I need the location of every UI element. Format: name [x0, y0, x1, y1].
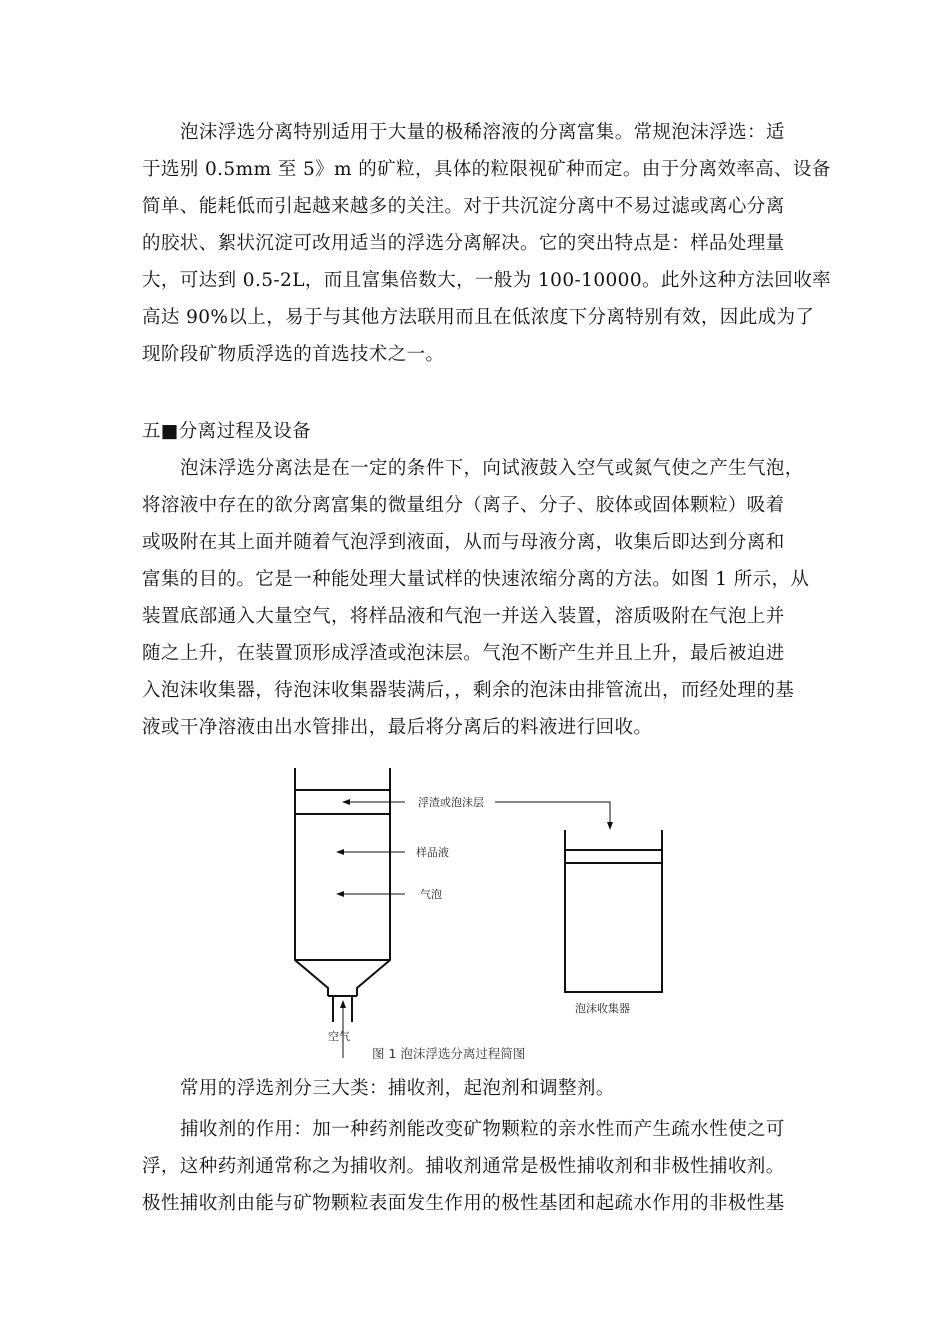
para2-line: 将溶液中存在的欲分离富集的微量组分（离子、分子、胶体或固体颗粒）吸着 — [142, 495, 785, 516]
label-foam: 浮渣或泡沫层 — [418, 796, 484, 809]
collector-outline — [565, 830, 662, 992]
para3-line: 捕收剂的作用：加一种药剂能改变矿物颗粒的亲水性而产生疏水性使之可 — [180, 1119, 785, 1140]
para3-line: 极性捕收剂由能与矿物颗粒表面发生作用的极性基团和起疏水作用的非极性基 — [142, 1193, 785, 1214]
para1-line: 现阶段矿物质浮选的首选技术之一。 — [142, 344, 445, 365]
para3-line: 常用的浮选剂分三大类：捕收剂，起泡剂和调整剂。 — [180, 1078, 615, 1099]
para1-line: 于选别 0.5mm 至 5》m 的矿粒，具体的粒限视矿种而定。由于分离效率高、设备 — [142, 159, 831, 180]
label-bubble: 气泡 — [420, 888, 442, 901]
para2-line: 或吸附在其上面并随着气泡浮到液面，从而与母液分离，收集后即达到分离和 — [142, 532, 785, 553]
para1-line: 简单、能耗低而引起越来越多的关注。对于共沉淀分离中不易过滤或离心分离 — [142, 196, 785, 217]
air-arrowhead — [340, 1000, 346, 1008]
para2-line: 富集的目的。它是一种能处理大量试样的快速浓缩分离的方法。如图 1 所示，从 — [142, 569, 810, 590]
label-air: 空气 — [328, 1030, 350, 1043]
bubble-arrowhead — [336, 891, 344, 897]
para1-line: 泡沫浮选分离特别适用于大量的极稀溶液的分离富集。常规泡沫浮选：适 — [180, 122, 785, 143]
para3-line: 浮，这种药剂通常称之为捕收剂。捕收剂通常是极性捕收剂和非极性捕收剂。 — [142, 1156, 785, 1177]
para2-line: 泡沫浮选分离法是在一定的条件下，向试液鼓入空气或氮气使之产生气泡， — [180, 458, 804, 479]
sample-arrowhead — [336, 849, 344, 855]
para1-line: 大，可达到 0.5-2L，而且富集倍数大，一般为 100-10000。此外这种方法回收率 — [142, 270, 832, 291]
para2-line: 入泡沫收集器，待泡沫收集器装满后，，剩余的泡沫由排管流出，而经处理的基 — [142, 680, 795, 701]
flotation-diagram — [270, 760, 690, 1070]
flotation-diagram-svg — [270, 760, 690, 1070]
label-collector: 泡沫收集器 — [575, 1002, 630, 1015]
para1-line: 的胶状、絮状沉淀可改用适当的浮选分离解决。它的突出特点是：样品处理量 — [142, 233, 785, 254]
foam-arrowhead — [342, 799, 350, 805]
label-sample: 样品液 — [416, 846, 449, 859]
transfer-line — [495, 802, 610, 824]
para1-line: 高达 90%以上，易于与其他方法联用而且在低浓度下分离特别有效，因此成为了 — [142, 307, 815, 328]
para2-line: 随之上升，在装置顶形成浮渣或泡沫层。气泡不断产生并且上升，最后被迫进 — [142, 643, 785, 664]
para2-line: 装置底部通入大量空气，将样品液和气泡一并送入装置，溶质吸附在气泡上并 — [142, 606, 785, 627]
section-heading: 五■分离过程及设备 — [142, 421, 312, 442]
para2-line: 液或干净溶液由出水管排出，最后将分离后的料液进行回收。 — [142, 717, 653, 738]
transfer-arrowhead — [607, 822, 613, 830]
figure-caption: 图 1 泡沫浮选分离过程简图 — [372, 1046, 526, 1061]
